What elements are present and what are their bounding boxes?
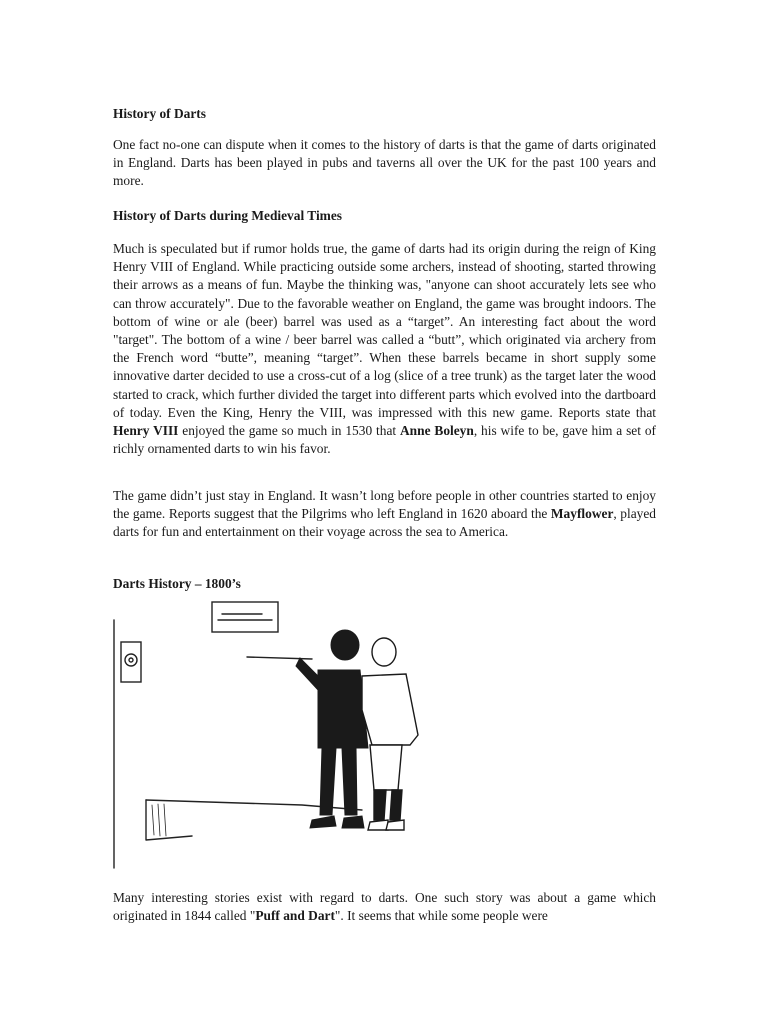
anne-boleyn-bold: Anne Boleyn: [400, 423, 474, 439]
page-title: History of Darts: [113, 106, 206, 121]
medieval-paragraph: Much is speculated but if rumor holds true, the game of darts had its origin during the reign of King Henry VIII of England. While practicing outside some archers, instead of shooting, started throwing their arrows as a means of fun. Maybe the thinking was, "anyone can shoot accurately lets see who can throw accurately". Due to the favorable weather on England, the game was brought indoors. The bottom of wine or ale (beer) barrel was used as a “target”. An interesting fact about the word "target". The bottom of a wine / beer barrel was called a “butt”, which originated via archery from the French word “butte”, meaning “target”. When these barrels became in short supply some innovative darter decided to use a cross-cut of a log (slice of a tree trunk) as the target later the wood started to crack, which further divided the target into different parts which evolved into the dartboard of today. Even the King, Henry the VIII, was impressed with this new game. Reports state that Henry VIII enjoyed the game so much in 1530 that Anne Boleyn, his wife to be, gave him a set of richly ornamented darts to win his favor.: [113, 241, 656, 457]
heading-1800s: Darts History – 1800’s: [113, 576, 241, 591]
puff-and-dart-illustration: [112, 600, 427, 872]
intro-paragraph: One fact no-one can dispute when it comes to the history of darts is that the game of darts originated in England. Darts has been played in pubs and taverns all over the UK for the past 100 years and more.: [113, 137, 656, 189]
stories-paragraph: Many interesting stories exist with regard to darts. One such story was about a game which originated in 1844 called "Puff and Dart". It seems that while some people were: [113, 890, 656, 924]
mayflower-bold: Mayflower: [550, 506, 614, 522]
england-paragraph: The game didn’t just stay in England. It wasn’t long before people in other countries started to enjoy the game. Reports suggest that the Pilgrims who left England in 1620 aboard the Mayflower, played darts for fun and entertainment on their voyage across the sea to America.: [113, 488, 657, 540]
henry-viii-bold: Henry VIII: [113, 423, 179, 439]
heading-medieval: History of Darts during Medieval Times: [113, 208, 342, 223]
puff-and-dart-bold: Puff and Dart: [255, 908, 335, 924]
